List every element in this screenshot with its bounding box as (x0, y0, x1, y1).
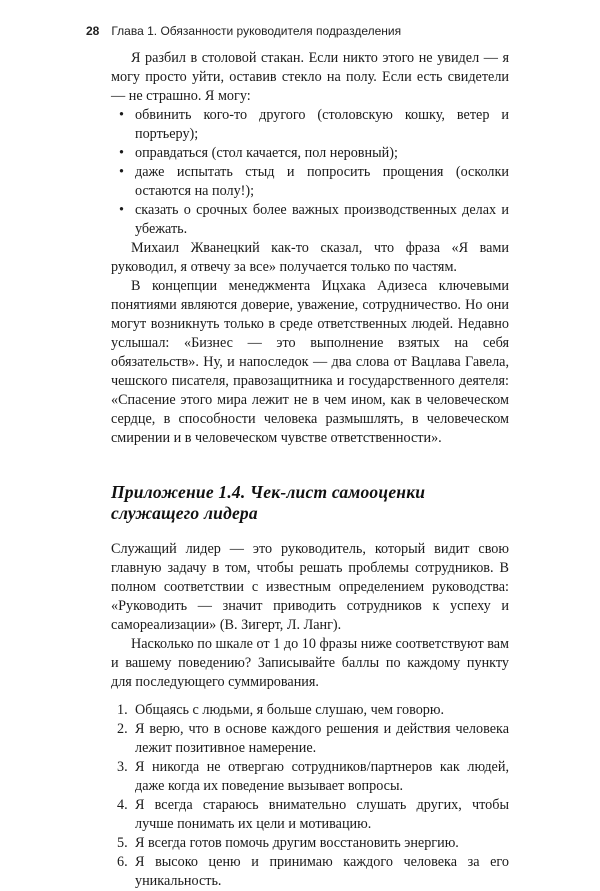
bullet-list (111, 106, 509, 239)
paragraph-intro: Я разбил в столовой стакан. Если никто этого не увидел — я могу просто уйти, оставив стекло на полу. Если есть свидетели — не страшно. Я могу: (111, 50, 509, 104)
section-title: Приложение 1.4. Чек-лист самооценки служащего лидера (111, 482, 426, 523)
bullet-icon: • (119, 107, 124, 123)
bullet-item (111, 106, 509, 144)
item-text: Я всегда стараюсь внимательно слушать других, чтобы лучше понимать их цели и мотивацию. (135, 797, 509, 832)
item-text: Я всегда готов помочь другим восстановить энергию. (135, 835, 459, 851)
checklist-item (111, 701, 509, 720)
body-text (111, 49, 509, 891)
item-number: 6. (117, 854, 128, 870)
item-number: 5. (117, 835, 128, 851)
item-number: 1. (117, 702, 128, 718)
bullet-text: оправдаться (стол качается, пол неровный); (135, 145, 398, 161)
checklist-item (111, 720, 509, 758)
chapter-title: Глава 1. Обязанности руководителя подразделения (111, 24, 402, 38)
bullet-icon: • (119, 164, 124, 180)
checklist-item (111, 834, 509, 853)
item-number: 4. (117, 797, 128, 813)
running-head (86, 24, 401, 38)
bullet-text: сказать о срочных более важных производственных делах и убежать. (135, 202, 509, 237)
bullet-icon: • (119, 145, 124, 161)
item-text: Общаясь с людьми, я больше слушаю, чем говорю. (135, 702, 445, 718)
bullet-item (111, 163, 509, 201)
bullet-text: обвинить кого-то другого (столовскую кошку, ветер и портьеру); (135, 107, 509, 142)
item-text: Я верю, что в основе каждого решения и действия человека лежит позитивное намерение. (135, 721, 509, 756)
paragraph-zhvanetsky: Михаил Жванецкий как-то сказал, что фраза «Я вами руководил, я отвечу за все» получается только по частям. (111, 240, 509, 275)
checklist (111, 701, 509, 891)
bullet-item (111, 144, 509, 163)
page-number: 28 (86, 24, 100, 38)
item-text: Я высоко ценю и принимаю каждого человека за его уникальность. (135, 854, 509, 889)
checklist-item (111, 758, 509, 796)
bullet-text: даже испытать стыд и попросить прощения (осколки остаются на полу!); (135, 164, 509, 199)
bullet-item (111, 201, 509, 239)
paragraph-definition: Служащий лидер — это руководитель, который видит свою главную задачу в том, чтобы решать проблемы сотрудников. В полном соответствии с известным определением руководства: «Руководить — значит приводить сотрудников к успеху и самореализации» (В. Зигерт, Л. Ланг). (111, 541, 509, 633)
checklist-item (111, 796, 509, 834)
checklist-item (111, 853, 509, 891)
bullet-icon: • (119, 202, 124, 218)
item-text: Я никогда не отвергаю сотрудников/партнеров как людей, даже когда их поведение вызывает вопросы. (135, 759, 509, 794)
item-number: 3. (117, 759, 128, 775)
paragraph-instructions: Насколько по шкале от 1 до 10 фразы ниже соответствуют вам и вашему поведению? Записывайте баллы по каждому пункту для последующего суммирования. (111, 636, 509, 690)
item-number: 2. (117, 721, 128, 737)
paragraph-adizes: В концепции менеджмента Ицхака Адизеса ключевыми понятиями являются доверие, уважение, сотрудничество. Но они могут возникнуть только в среде ответственных людей. Недавно услышал: «Бизнес — это выполнение взятых на себя обязательств». Ну, и напоследок — два слова от Вацлава Гавела, чешского писателя, правозащитника и государственного деятеля: «Спасение этого мира лежит не в чем ином, как в человеческом сердце, в способности человека размышлять, в человеческом смирении и в человеческом чувстве ответственности». (111, 278, 509, 446)
